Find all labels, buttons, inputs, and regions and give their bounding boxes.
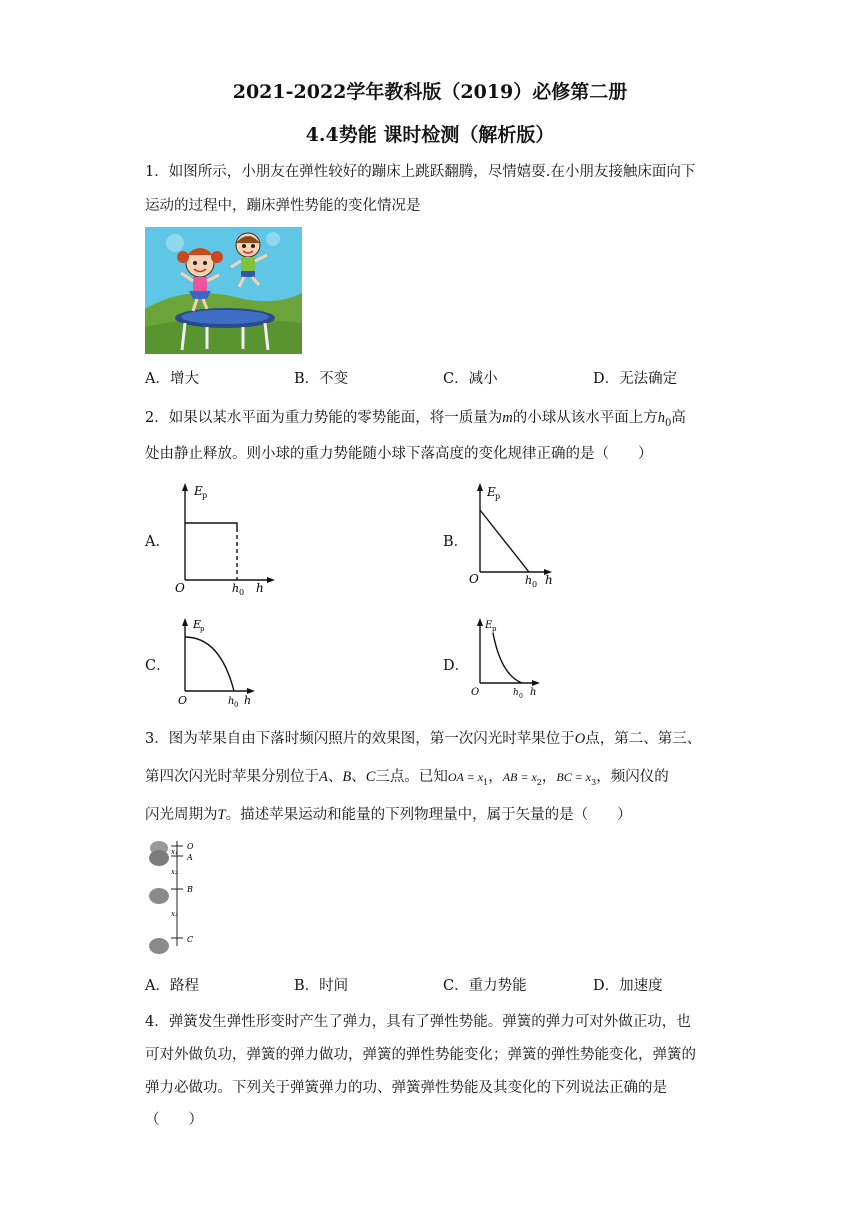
q2-graph-c bbox=[170, 615, 270, 713]
q3-text-b: 点，第二、第三、 bbox=[585, 731, 702, 747]
graph-d-origin: O bbox=[471, 687, 480, 698]
q3-var-t: T bbox=[217, 807, 226, 823]
q1-text-line-1: 1．如图所示，小朋友在弹性较好的蹦床上跳跃翻腾，尽情嬉耍.在小朋友接触床面向下 bbox=[145, 164, 696, 180]
q2-text-line-2: 处由静止释放。则小球的重力势能随小球下落高度的变化规律正确的是（ ） bbox=[145, 446, 653, 462]
graph-c-origin: O bbox=[178, 694, 188, 707]
q2-var-m: m bbox=[502, 410, 513, 426]
q3-eq-oa-sub: 1 bbox=[483, 777, 489, 787]
q2-graph-b bbox=[465, 480, 565, 590]
q3-eq-oa: OA = x bbox=[447, 770, 484, 784]
q3-option-b: B．时间 bbox=[294, 978, 349, 994]
document-subtitle: 4.4势能 课时检测（解析版） bbox=[305, 124, 555, 146]
graph-b-h0: h bbox=[525, 574, 533, 587]
q3-option-a: A．路程 bbox=[145, 978, 199, 994]
q3-eq-ab-sub: 2 bbox=[536, 777, 542, 787]
q2-text-line-1 bbox=[145, 406, 686, 429]
graph-b-xlabel: h bbox=[545, 573, 553, 587]
q3-var-c: C bbox=[365, 769, 376, 785]
q2-graph-d bbox=[465, 615, 555, 703]
q3-text-a: 3．图为苹果自由下落时频闪照片的效果图，第一次闪光时苹果位于 bbox=[145, 731, 575, 747]
document-title: 2021-2022学年教科版（2019）必修第二册 bbox=[232, 81, 628, 103]
q1-option-b: B．不变 bbox=[294, 371, 349, 387]
q2-var-h0-sub: 0 bbox=[664, 417, 672, 429]
apple-figure-label-o: O bbox=[187, 842, 194, 851]
q4-text-line-4: （ ） bbox=[145, 1112, 203, 1128]
q3-text-line-1 bbox=[145, 727, 701, 748]
trampoline-children-illustration bbox=[145, 227, 302, 354]
q3-text-g: 。描述苹果运动和能量的下列物理量中，属于矢量的是（ ） bbox=[225, 807, 632, 823]
q1-text-line-2: 运动的过程中，蹦床弹性势能的变化情况是 bbox=[145, 198, 421, 214]
q4-text-line-3: 弹力必做功。下列关于弹簧弹力的功、弹簧弹性势能及其变化的下列说法正确的是 bbox=[145, 1080, 667, 1096]
graph-a-ylabel: E bbox=[194, 484, 203, 498]
apple-figure-label-b: B bbox=[187, 885, 193, 894]
graph-a-h0-sub: 0 bbox=[239, 588, 245, 597]
apple-figure-label-x2: x₂ bbox=[171, 868, 178, 876]
graph-d-xlabel: h bbox=[530, 687, 537, 698]
q3-text-line-3 bbox=[145, 803, 632, 824]
graph-a-xlabel: h bbox=[256, 581, 264, 595]
q3-text-line-2: 第四次闪光时苹果分别位于A、B、C三点。已知OA = $x_1$，AB = $x_2$，BC = $x_3$，频闪仪的 bbox=[145, 769, 669, 787]
q1-option-c: C．减小 bbox=[443, 371, 498, 387]
q3-var-a: A bbox=[319, 769, 328, 785]
graph-b-origin: O bbox=[469, 572, 479, 586]
graph-b-h0-sub: 0 bbox=[532, 580, 538, 589]
apple-figure-label-c: C bbox=[187, 935, 194, 944]
graph-d-h0-sub: 0 bbox=[519, 693, 523, 700]
q1-option-d: D．无法确定 bbox=[593, 371, 678, 387]
apple-figure-label-x1: x₁ bbox=[171, 848, 178, 856]
q4-text-line-1: 4．弹簧发生弹性形变时产生了弹力，具有了弹性势能。弹簧的弹力可对外做正功，也 bbox=[145, 1014, 691, 1030]
apple-figure-label-a: A bbox=[187, 853, 193, 862]
graph-a-ylabel-sub: p bbox=[202, 491, 208, 500]
graph-d-h0: h bbox=[513, 688, 519, 698]
graph-a-h0: h bbox=[232, 582, 240, 595]
q3-text-d: 三点。已知 bbox=[375, 769, 448, 785]
q3-option-d: D．加速度 bbox=[593, 978, 663, 994]
graph-d-ylabel: E bbox=[485, 620, 493, 631]
q2-option-c-label: C． bbox=[145, 658, 171, 674]
q3-var-b: B bbox=[342, 769, 352, 785]
q1-option-a: A．增大 bbox=[145, 371, 199, 387]
q4-text-line-2: 可对外做负功，弹簧的弹力做功，弹簧的弹性势能变化；弹簧的弹性势能变化，弹簧的 bbox=[145, 1047, 696, 1063]
graph-d-ylabel-sub: p bbox=[492, 625, 497, 633]
q2-graph-a bbox=[170, 480, 280, 598]
q3-option-c: C．重力势能 bbox=[443, 978, 527, 994]
q2-text-b: 的小球从该水平面上方 bbox=[512, 410, 658, 426]
graph-c-h0: h bbox=[228, 696, 235, 707]
q3-eq-bc: BC = x bbox=[556, 770, 592, 784]
apple-strobe-figure bbox=[145, 838, 201, 962]
q2-var-h0: h bbox=[657, 410, 665, 426]
q2-text-c: 高 bbox=[671, 410, 686, 426]
graph-c-ylabel-sub: p bbox=[200, 625, 205, 633]
graph-c-ylabel: E bbox=[193, 618, 202, 631]
q2-text-a: 2．如果以某水平面为重力势能的零势能面，将一质量为 bbox=[145, 410, 503, 426]
q2-option-b-label: B． bbox=[443, 534, 469, 550]
q3-eq-ab: AB = x bbox=[502, 770, 537, 784]
apple-figure-label-x3: x₃ bbox=[171, 910, 178, 918]
q3-text-c: 第四次闪光时苹果分别位于 bbox=[145, 769, 319, 785]
graph-c-h0-sub: 0 bbox=[234, 701, 239, 709]
q2-option-a-label: A． bbox=[145, 534, 170, 550]
q3-text-e: ，频闪仪的 bbox=[596, 769, 669, 785]
q3-var-o: O bbox=[574, 731, 586, 747]
graph-c-xlabel: h bbox=[244, 694, 252, 707]
q3-eq-bc-sub: 3 bbox=[591, 777, 597, 787]
graph-a-origin: O bbox=[175, 581, 185, 595]
q3-text-f: 闪光周期为 bbox=[145, 807, 218, 823]
graph-b-ylabel-sub: p bbox=[495, 492, 501, 501]
q2-option-d-label: D． bbox=[443, 658, 470, 674]
graph-b-ylabel: E bbox=[487, 485, 496, 499]
